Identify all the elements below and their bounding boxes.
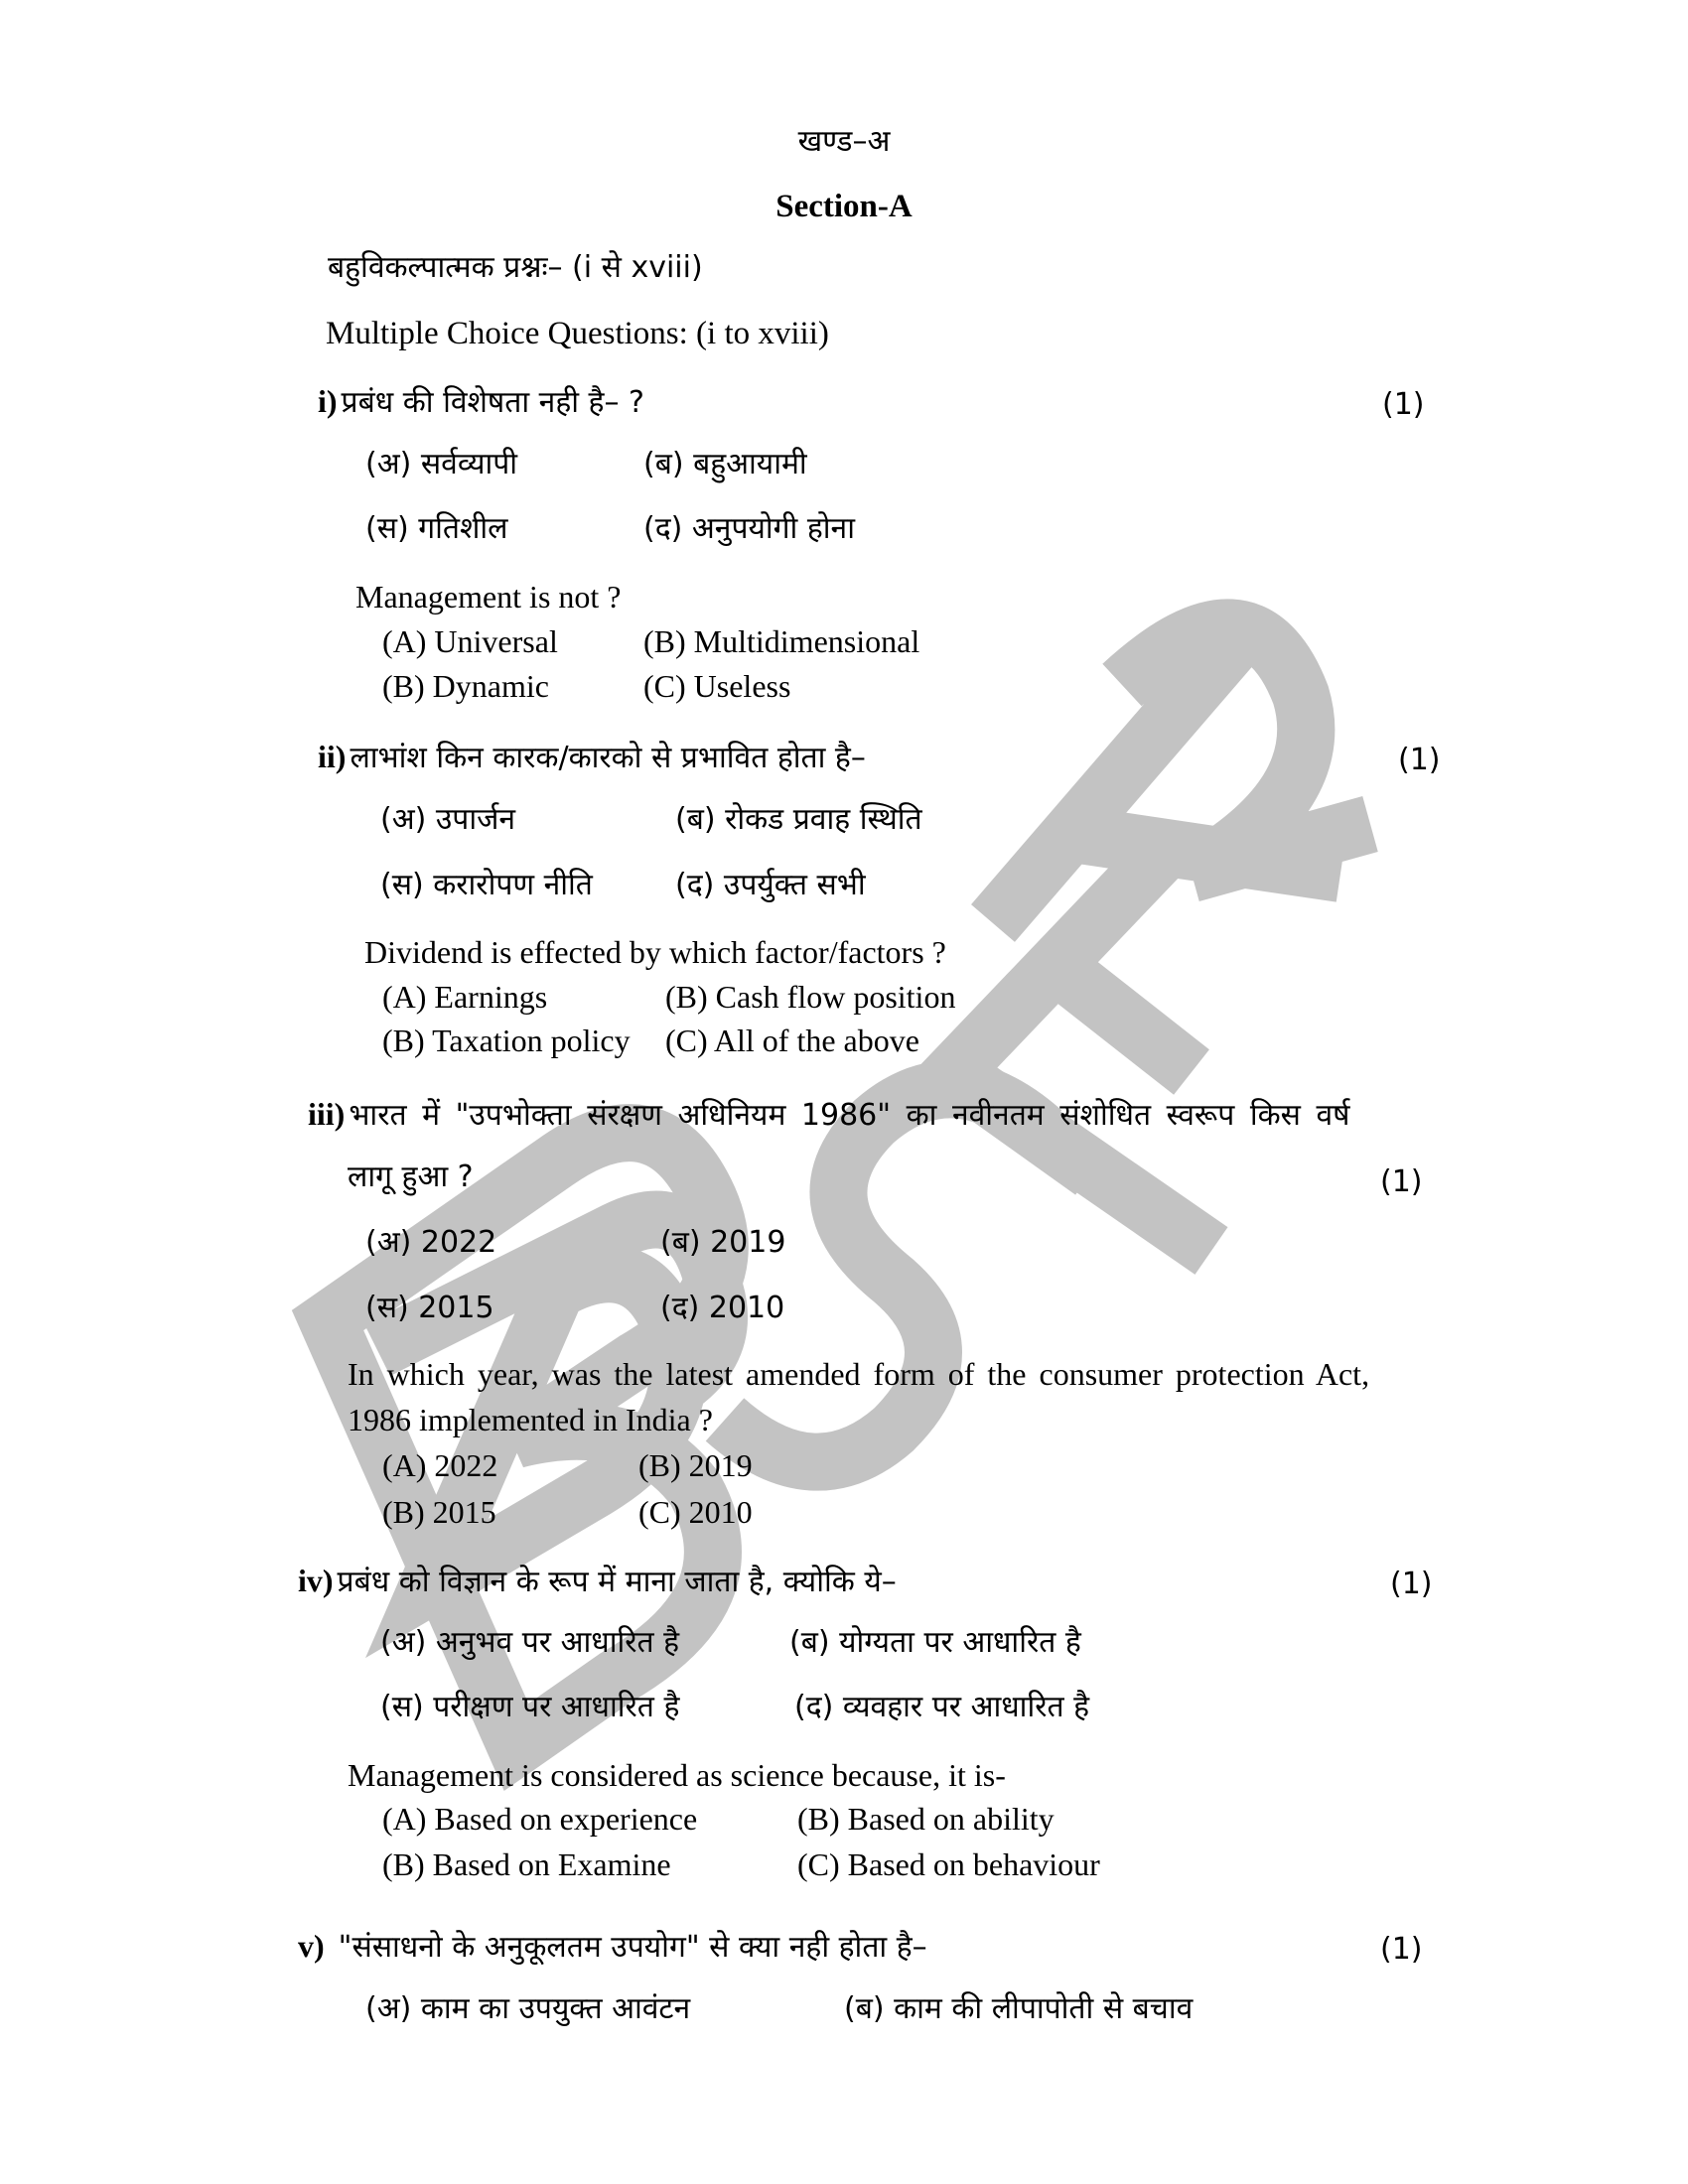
question-text-hindi: भारत में "उपभोक्ता संरक्षण अधिनियम 1986" का नवीनतम संशोधित स्वरूप किस वर्ष <box>349 1098 1350 1133</box>
option-english-c: (B) Based on Examine <box>382 1846 671 1882</box>
option-english-b: (B) Cash flow position <box>665 979 956 1015</box>
option-hindi-c: (स) करारोपण नीति <box>380 868 593 902</box>
option-hindi-b: (ब) बहुआयामी <box>643 447 807 481</box>
option-hindi-a: (अ) काम का उपयुक्त आवंटन <box>365 1991 691 2026</box>
marks: (1) <box>1380 1932 1423 1967</box>
marks: (1) <box>1390 1567 1433 1601</box>
section-title-hindi: खण्ड–अ <box>797 124 891 159</box>
question-text-english: Management is considered as science because, it is- <box>348 1757 1006 1793</box>
question-number: i) <box>318 383 338 419</box>
option-hindi-b: (ब) रोकड प्रवाह स्थिति <box>675 802 922 837</box>
question-text-hindi: प्रबंध की विशेषता नही है– ? <box>341 385 644 420</box>
option-english-a: (A) Universal <box>382 623 558 659</box>
option-hindi-a: (अ) उपार्जन <box>380 802 516 837</box>
option-english-d: (C) Based on behaviour <box>797 1846 1100 1882</box>
question-number: v) <box>298 1928 325 1964</box>
marks: (1) <box>1380 1164 1423 1199</box>
option-english-a: (A) Based on experience <box>382 1801 698 1837</box>
question-text-hindi-line2: लागू हुआ ? <box>348 1160 474 1194</box>
option-english-c: (B) Dynamic <box>382 668 549 704</box>
option-hindi-b: (ब) काम की लीपापोती से बचाव <box>844 1991 1194 2026</box>
marks: (1) <box>1398 743 1441 777</box>
option-english-c: (B) Taxation policy <box>382 1023 631 1058</box>
question-text-hindi: लाभांश किन कारक/कारको से प्रभावित होता है– <box>350 741 866 775</box>
option-english-a: (A) 2022 <box>382 1447 498 1483</box>
option-english-d: (C) Useless <box>643 668 791 704</box>
question-number: iii) <box>308 1096 346 1132</box>
option-hindi-c: (स) गतिशील <box>365 511 508 546</box>
option-hindi-a: (अ) 2022 <box>365 1225 497 1260</box>
instruction-english: Multiple Choice Questions: (i to xviii) <box>326 316 829 351</box>
option-hindi-a: (अ) अनुभव पर आधारित है <box>380 1625 680 1660</box>
question-text-english-line2: 1986 implemented in India ? <box>348 1402 713 1437</box>
instruction-hindi: बहुविकल्पात्मक प्रश्नः– (i से xviii) <box>328 250 703 285</box>
option-hindi-d: (द) उपर्युक्त सभी <box>675 868 866 902</box>
option-english-b: (B) 2019 <box>638 1447 753 1483</box>
option-english-a: (A) Earnings <box>382 979 548 1015</box>
option-hindi-b: (ब) योग्यता पर आधारित है <box>789 1625 1081 1660</box>
question-number: iv) <box>298 1563 334 1598</box>
question-text-english: Dividend is effected by which factor/factors ? <box>364 934 946 970</box>
question-number: ii) <box>318 739 347 774</box>
option-hindi-a: (अ) सर्वव्यापी <box>365 447 518 481</box>
option-hindi-d: (द) अनुपयोगी होना <box>643 511 855 546</box>
option-hindi-b: (ब) 2019 <box>660 1225 786 1260</box>
option-hindi-d: (द) व्यवहार पर आधारित है <box>794 1690 1090 1724</box>
option-hindi-d: (द) 2010 <box>660 1291 785 1325</box>
marks: (1) <box>1382 387 1425 422</box>
option-english-b: (B) Multidimensional <box>643 623 920 659</box>
section-title-english: Section-A <box>775 189 913 224</box>
option-english-c: (B) 2015 <box>382 1494 496 1530</box>
option-english-b: (B) Based on ability <box>797 1801 1055 1837</box>
option-hindi-c: (स) 2015 <box>365 1291 494 1325</box>
question-text-english: In which year, was the latest amended form of the consumer protection Act, <box>348 1356 1370 1392</box>
option-hindi-c: (स) परीक्षण पर आधारित है <box>380 1690 680 1724</box>
question-text-english: Management is not ? <box>355 579 622 614</box>
question-text-hindi: "संसाधनो के अनुकूलतम उपयोग" से क्या नही होता है– <box>338 1930 927 1965</box>
option-english-d: (C) 2010 <box>638 1494 753 1530</box>
question-text-hindi: प्रबंध को विज्ञान के रूप में माना जाता है, क्योकि ये– <box>337 1565 897 1599</box>
option-english-d: (C) All of the above <box>665 1023 919 1058</box>
